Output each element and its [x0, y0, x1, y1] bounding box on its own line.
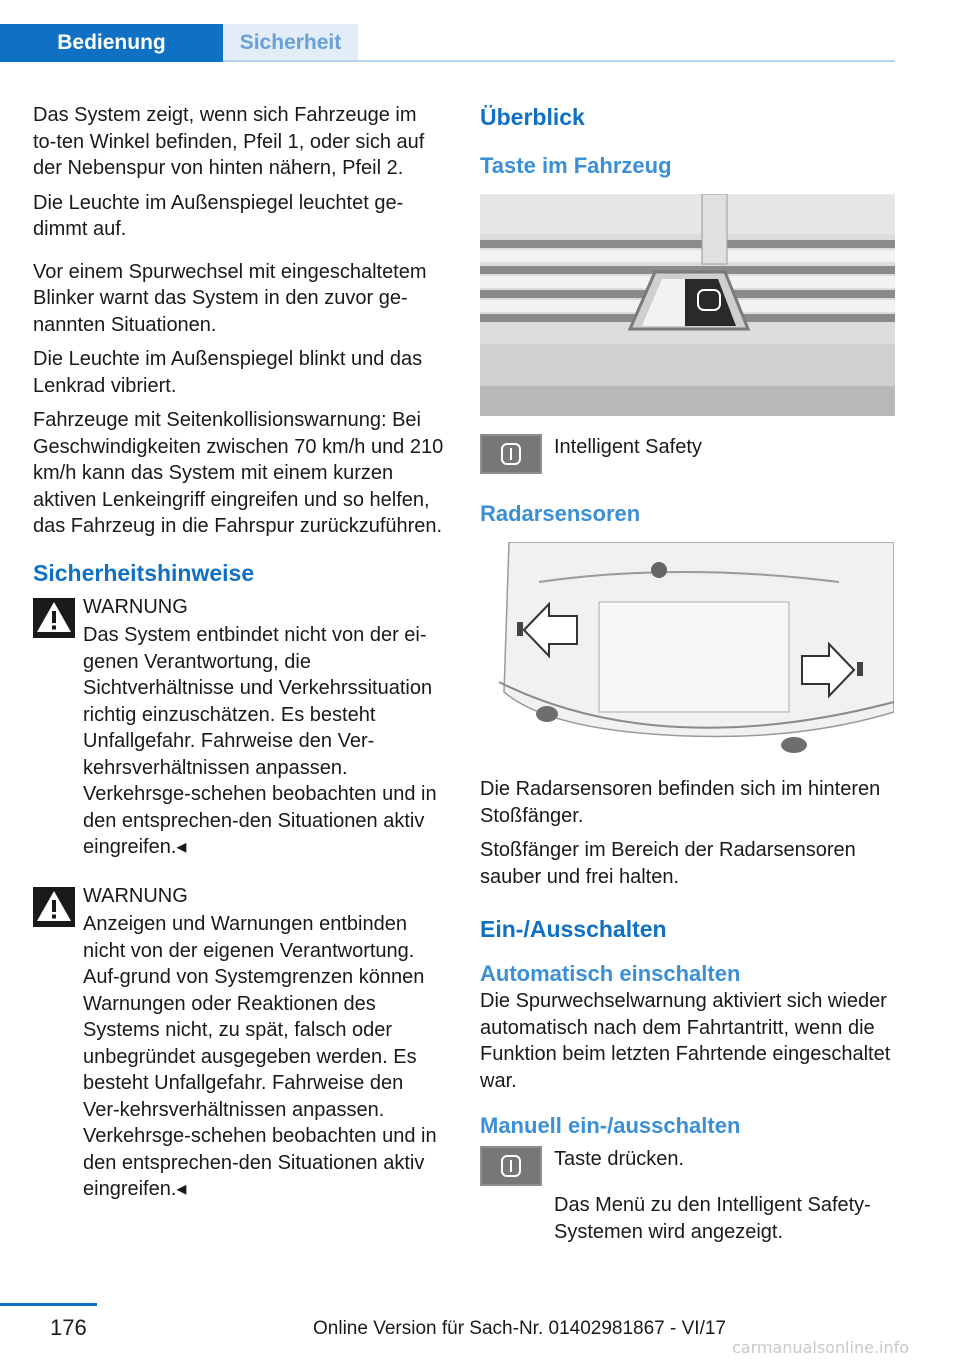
- warning-block-1: [33, 594, 445, 861]
- right-column: [480, 102, 896, 1245]
- online-version-note: Online Version für Sach-Nr. 01402981867 - VI/17: [313, 1318, 726, 1339]
- watermark: carmanualsonline.info: [732, 1338, 910, 1357]
- paragraph-light-flashes: Die Leuchte im Außenspiegel blinkt und das Lenkrad vibriert.: [33, 348, 423, 397]
- rear-bumper-photo: [479, 542, 894, 760]
- manual-step-result: Das Menü zu den Intelligent Safety-Systemen wird angezeigt.: [554, 1194, 871, 1243]
- paragraph-lane-change: Vor einem Spurwechsel mit eingeschaltetem Blinker warnt das System in den zuvor ge-nannten Situationen.: [33, 260, 427, 336]
- warning-title: WARNUNG: [83, 884, 188, 907]
- auto-text: Die Spurwechselwarnung aktiviert sich wieder automatisch nach dem Fahrtantritt, wenn die Funktion beim letzten Fahrtende eingeschaltet war.: [480, 990, 891, 1092]
- left-column: [33, 102, 445, 1203]
- warning-text: Das System entbindet nicht von der ei-genen Verantwortung, die Sichtverhältnisse und Verkehrssituation richtig einzuschätzen. Es besteht Unfallgefahr. Fahrweise den Ver-kehrsverhältnissen anpassen. Verkehrsge-schehen beobachten und in den entsprechen-den Situationen aktiv eingreifen.◂: [83, 624, 437, 858]
- manual-step-press: Taste drücken.: [554, 1148, 685, 1170]
- paragraph-light-dimmed: Die Leuchte im Außenspiegel leuchtet ge-dimmt auf.: [33, 191, 404, 240]
- warning-title: WARNUNG: [83, 595, 188, 618]
- radar-clean-text: Stoßfänger im Bereich der Radarsensoren sauber und frei halten.: [480, 839, 856, 888]
- page-number: 176: [50, 1315, 87, 1340]
- intelligent-safety-button-icon: [480, 1146, 542, 1186]
- safety-heading: Sicherheitshinweise: [33, 559, 255, 586]
- intelligent-safety-button-icon: [480, 434, 542, 474]
- auto-heading: Automatisch einschalten: [480, 961, 741, 986]
- footer-accent-bar: [0, 1303, 97, 1306]
- paragraph-system-shows: Das System zeigt, wenn sich Fahrzeuge im to-ten Winkel befinden, Pfeil 1, oder sich auf der Nebenspur von hinten nähern, Pfeil 2.: [33, 104, 425, 179]
- intelligent-safety-label: Intelligent Safety: [554, 436, 702, 458]
- warning-triangle-icon: [33, 598, 75, 638]
- tab-divider: [223, 60, 895, 62]
- button-heading: Taste im Fahrzeug: [480, 153, 672, 178]
- paragraph-side-collision: Fahrzeuge mit Seitenkollisionswarnung: Bei Geschwindigkeiten zwischen 70 km/h und 210 km/h kann das System mit einem kurzen aktiven Lenkeingriff eingreifen und so helfen, das Fahrzeug in die Fahrspur zurückzuführen.: [33, 409, 444, 537]
- intelligent-safety-row: [480, 434, 896, 474]
- radar-heading: Radarsensoren: [480, 501, 641, 526]
- tab-sicherheit[interactable]: Sicherheit: [223, 24, 358, 62]
- manual-heading: Manuell ein-/ausschalten: [480, 1113, 741, 1138]
- chapter-tabs: [0, 0, 960, 64]
- manual-step-row: [480, 1146, 896, 1186]
- onoff-heading: Ein-/Ausschalten: [480, 916, 667, 942]
- overview-heading: Überblick: [480, 104, 585, 130]
- warning-block-2: [33, 883, 445, 1203]
- warning-triangle-icon: [33, 887, 75, 927]
- radar-location-text: Die Radarsensoren befinden sich im hinteren Stoßfänger.: [480, 778, 881, 827]
- tab-bedienung[interactable]: Bedienung: [0, 24, 223, 62]
- grille-button-photo: [480, 194, 895, 416]
- warning-text: Anzeigen und Warnungen entbinden nicht von der eigenen Verantwortung. Auf-grund von Systemgrenzen können Warnungen oder Reaktionen des Systems nicht, zu spät, falsch oder unbegründet ausgegeben werden. Es besteht Unfallgefahr. Fahrweise den Ver-kehrsverhältnissen anpassen. Verkehrsge-schehen beobachten und in den entsprechen-den Situationen aktiv eingreifen.◂: [83, 913, 437, 1200]
